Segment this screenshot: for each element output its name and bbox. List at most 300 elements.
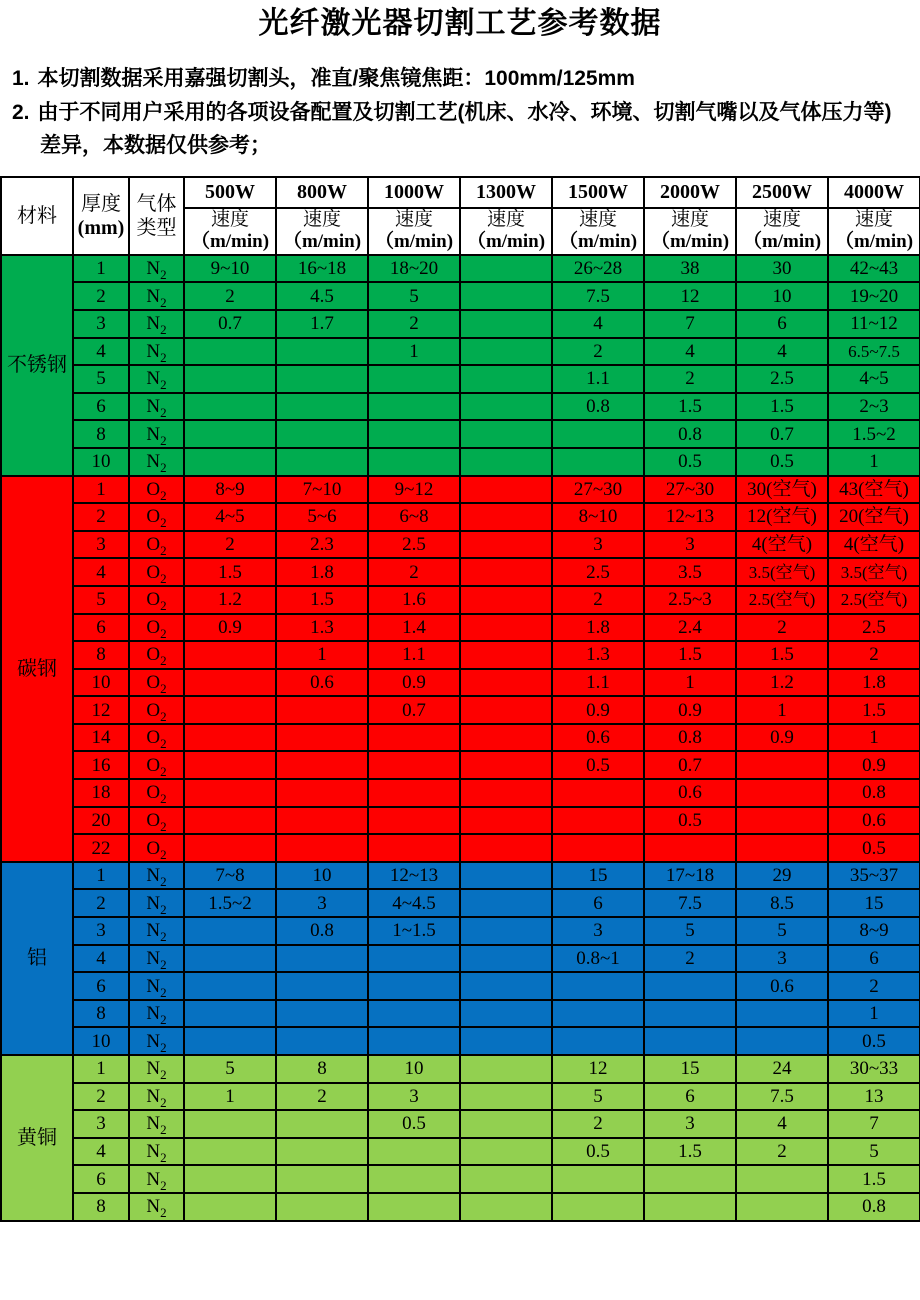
gas-cell: $N_2$: [129, 1110, 184, 1138]
gas-cell: $N_2$: [129, 945, 184, 973]
thickness-cell: 2: [73, 282, 129, 310]
speed-cell: 0.8: [828, 1193, 920, 1221]
gas-cell: $N_2$: [129, 310, 184, 338]
speed-cell: 10: [368, 1055, 460, 1083]
speed-cell: [184, 1165, 276, 1193]
speed-cell: 6: [828, 945, 920, 973]
gas-cell: $N_2$: [129, 1165, 184, 1193]
speed-cell: 0.9: [552, 696, 644, 724]
speed-cell: 6~8: [368, 503, 460, 531]
header-speed-label: 速度: [670, 209, 709, 231]
speed-cell: [460, 531, 552, 559]
speed-cell: [460, 834, 552, 862]
speed-cell: [736, 807, 828, 835]
speed-cell: 0.5: [644, 448, 736, 476]
speed-cell: 0.9: [644, 696, 736, 724]
speed-cell: 3: [368, 1083, 460, 1111]
speed-cell: 7~8: [184, 862, 276, 890]
speed-cell: 1: [368, 338, 460, 366]
table-row: [1, 1083, 920, 1111]
header-speed-label: 速度: [486, 209, 525, 231]
thickness-cell: 10: [73, 448, 129, 476]
gas-cell: $O_2$: [129, 696, 184, 724]
header-speed: [184, 208, 276, 255]
speed-cell: 2.5: [368, 531, 460, 559]
speed-cell: [368, 1138, 460, 1166]
header-speed-label: 速度: [210, 209, 249, 231]
table-row: [1, 696, 920, 724]
speed-cell: 1.1: [552, 669, 644, 697]
table-row: [1, 751, 920, 779]
header-power: 1300W: [460, 177, 552, 208]
speed-cell: 1.2: [184, 586, 276, 614]
speed-cell: 43(空气): [828, 476, 920, 504]
material-label: 黄铜: [1, 1055, 73, 1221]
thickness-cell: 5: [73, 365, 129, 393]
speed-cell: 1: [184, 1083, 276, 1111]
table-body: [1, 255, 920, 1221]
speed-cell: 30~33: [828, 1055, 920, 1083]
gas-cell: $O_2$: [129, 531, 184, 559]
thickness-cell: 5: [73, 586, 129, 614]
speed-cell: 2: [184, 282, 276, 310]
speed-cell: 6: [552, 889, 644, 917]
speed-cell: 0.5: [368, 1110, 460, 1138]
speed-cell: 24: [736, 1055, 828, 1083]
speed-cell: 0.7: [644, 751, 736, 779]
speed-cell: 1: [828, 1000, 920, 1028]
header-speed-unit: （m/min): [190, 231, 270, 253]
header-power: 2500W: [736, 177, 828, 208]
speed-cell: 2: [552, 338, 644, 366]
speed-cell: [460, 641, 552, 669]
thickness-cell: 14: [73, 724, 129, 752]
speed-cell: 0.9: [368, 669, 460, 697]
table-row: [1, 310, 920, 338]
speed-cell: [276, 696, 368, 724]
speed-cell: 2: [276, 1083, 368, 1111]
speed-cell: 0.9: [736, 724, 828, 752]
speed-cell: [460, 310, 552, 338]
speed-cell: [276, 779, 368, 807]
thickness-cell: 1: [73, 476, 129, 504]
speed-cell: 6: [736, 310, 828, 338]
speed-cell: [644, 1000, 736, 1028]
speed-cell: 0.6: [552, 724, 644, 752]
speed-cell: 17~18: [644, 862, 736, 890]
speed-cell: 3: [276, 889, 368, 917]
note-2: [12, 96, 910, 163]
speed-cell: [184, 807, 276, 835]
header-power: 2000W: [644, 177, 736, 208]
speed-cell: [276, 834, 368, 862]
thickness-cell: 1: [73, 1055, 129, 1083]
header-speed: [368, 208, 460, 255]
speed-cell: 0.9: [828, 751, 920, 779]
speed-cell: 1.5~2: [184, 889, 276, 917]
speed-cell: [460, 972, 552, 1000]
gas-cell: $O_2$: [129, 476, 184, 504]
speed-cell: [368, 1000, 460, 1028]
table-row: [1, 945, 920, 973]
speed-cell: 2.5: [828, 614, 920, 642]
speed-cell: 1.5~2: [828, 420, 920, 448]
speed-cell: 27~30: [552, 476, 644, 504]
speed-cell: 1.5: [828, 1165, 920, 1193]
speed-cell: [460, 1027, 552, 1055]
speed-cell: 2: [828, 641, 920, 669]
header-gas-line2: 类型: [136, 216, 177, 239]
speed-cell: [368, 751, 460, 779]
thickness-cell: 22: [73, 834, 129, 862]
speed-cell: [276, 1193, 368, 1221]
material-label: 碳钢: [1, 476, 73, 862]
speed-cell: 8.5: [736, 889, 828, 917]
table-row: [1, 282, 920, 310]
speed-cell: [276, 751, 368, 779]
speed-cell: 1.5: [644, 393, 736, 421]
speed-cell: 29: [736, 862, 828, 890]
speed-cell: [368, 1165, 460, 1193]
speed-cell: [184, 834, 276, 862]
speed-cell: [552, 834, 644, 862]
header-speed-unit: （m/min): [466, 231, 546, 253]
speed-cell: 5~6: [276, 503, 368, 531]
speed-cell: 0.7: [368, 696, 460, 724]
speed-cell: [460, 696, 552, 724]
thickness-cell: 8: [73, 641, 129, 669]
header-speed-unit: （m/min): [374, 231, 454, 253]
gas-cell: $N_2$: [129, 1027, 184, 1055]
speed-cell: [368, 972, 460, 1000]
speed-cell: 3: [552, 531, 644, 559]
thickness-cell: 18: [73, 779, 129, 807]
speed-cell: [368, 834, 460, 862]
thickness-cell: 1: [73, 862, 129, 890]
table-row: [1, 641, 920, 669]
speed-cell: 1: [736, 696, 828, 724]
gas-cell: $N_2$: [129, 448, 184, 476]
speed-cell: 1.5: [276, 586, 368, 614]
gas-cell: $O_2$: [129, 751, 184, 779]
speed-cell: [644, 834, 736, 862]
gas-cell: $N_2$: [129, 393, 184, 421]
speed-cell: 2.5: [552, 558, 644, 586]
speed-cell: 0.5: [552, 1138, 644, 1166]
speed-cell: [276, 393, 368, 421]
speed-cell: 1.7: [276, 310, 368, 338]
speed-cell: [276, 807, 368, 835]
speed-cell: 0.8: [552, 393, 644, 421]
speed-cell: 2: [644, 945, 736, 973]
speed-cell: [184, 420, 276, 448]
speed-cell: 0.9: [184, 614, 276, 642]
header-power: 800W: [276, 177, 368, 208]
speed-cell: 1.6: [368, 586, 460, 614]
speed-cell: [460, 393, 552, 421]
gas-cell: $N_2$: [129, 282, 184, 310]
speed-cell: [184, 365, 276, 393]
table-row: [1, 393, 920, 421]
speed-cell: [460, 862, 552, 890]
thickness-cell: 6: [73, 393, 129, 421]
speed-cell: [184, 779, 276, 807]
table-row: [1, 834, 920, 862]
speed-cell: 0.6: [736, 972, 828, 1000]
gas-cell: $N_2$: [129, 1000, 184, 1028]
speed-cell: 2: [828, 972, 920, 1000]
speed-cell: [368, 724, 460, 752]
speed-cell: 12~13: [368, 862, 460, 890]
speed-cell: [736, 779, 828, 807]
table-row: [1, 1193, 920, 1221]
speed-cell: 0.8: [828, 779, 920, 807]
speed-cell: 7.5: [644, 889, 736, 917]
speed-cell: [184, 917, 276, 945]
speed-cell: [276, 1000, 368, 1028]
thickness-cell: 2: [73, 1083, 129, 1111]
speed-cell: 0.8~1: [552, 945, 644, 973]
speed-cell: 16~18: [276, 255, 368, 283]
speed-cell: 13: [828, 1083, 920, 1111]
speed-cell: 5: [552, 1083, 644, 1111]
speed-cell: 1.1: [552, 365, 644, 393]
speed-cell: 2.4: [644, 614, 736, 642]
gas-cell: $N_2$: [129, 255, 184, 283]
speed-cell: 6: [644, 1083, 736, 1111]
speed-cell: [460, 1083, 552, 1111]
speed-cell: 4~5: [184, 503, 276, 531]
speed-cell: [368, 807, 460, 835]
speed-cell: 42~43: [828, 255, 920, 283]
speed-cell: [736, 1027, 828, 1055]
thickness-cell: 4: [73, 558, 129, 586]
speed-cell: 2: [552, 586, 644, 614]
speed-cell: [460, 420, 552, 448]
speed-cell: [460, 669, 552, 697]
speed-cell: [736, 834, 828, 862]
header-power: 1000W: [368, 177, 460, 208]
thickness-cell: 20: [73, 807, 129, 835]
speed-cell: 5: [828, 1138, 920, 1166]
gas-cell: $O_2$: [129, 614, 184, 642]
speed-cell: 1.5: [828, 696, 920, 724]
speed-cell: 27~30: [644, 476, 736, 504]
speed-cell: 1.8: [552, 614, 644, 642]
speed-cell: 0.6: [828, 807, 920, 835]
header-speed-unit: （m/min): [558, 231, 638, 253]
table-row: [1, 1055, 920, 1083]
speed-cell: [552, 779, 644, 807]
speed-cell: 8: [276, 1055, 368, 1083]
speed-cell: 12: [552, 1055, 644, 1083]
thickness-cell: 6: [73, 1165, 129, 1193]
note-1-number: 1.: [12, 67, 30, 90]
speed-cell: [644, 1165, 736, 1193]
table-row: [1, 531, 920, 559]
gas-cell: $O_2$: [129, 558, 184, 586]
header-power: 4000W: [828, 177, 920, 208]
speed-cell: [460, 945, 552, 973]
speed-cell: [368, 393, 460, 421]
gas-cell: $O_2$: [129, 779, 184, 807]
material-label: 不锈钢: [1, 255, 73, 476]
speed-cell: [460, 807, 552, 835]
speed-cell: 3: [736, 945, 828, 973]
speed-cell: 1.3: [276, 614, 368, 642]
speed-cell: [460, 255, 552, 283]
speed-cell: 1: [276, 641, 368, 669]
speed-cell: [184, 972, 276, 1000]
notes-block: [12, 62, 910, 163]
speed-cell: [460, 476, 552, 504]
gas-cell: $O_2$: [129, 807, 184, 835]
speed-cell: 0.6: [644, 779, 736, 807]
thickness-cell: 6: [73, 972, 129, 1000]
header-speed-unit: （m/min): [834, 231, 914, 253]
speed-cell: [736, 1000, 828, 1028]
speed-cell: [552, 972, 644, 1000]
power-header-row: [1, 177, 920, 208]
speed-cell: 10: [276, 862, 368, 890]
speed-cell: 7.5: [736, 1083, 828, 1111]
header-speed-label: 速度: [302, 209, 341, 231]
table-row: [1, 724, 920, 752]
note-1-text: 本切割数据采用嘉强切割头，准直/聚焦镜焦距：100mm/125mm: [37, 67, 635, 90]
thickness-cell: 3: [73, 917, 129, 945]
table-row: [1, 669, 920, 697]
speed-cell: [644, 1193, 736, 1221]
speed-cell: [276, 448, 368, 476]
speed-cell: [460, 1110, 552, 1138]
speed-cell: 0.7: [736, 420, 828, 448]
speed-cell: 8~9: [828, 917, 920, 945]
speed-cell: [276, 724, 368, 752]
speed-cell: 4(空气): [736, 531, 828, 559]
thickness-cell: 2: [73, 503, 129, 531]
speed-cell: [184, 448, 276, 476]
gas-cell: $N_2$: [129, 1138, 184, 1166]
speed-cell: 3: [552, 917, 644, 945]
speed-cell: [368, 365, 460, 393]
gas-cell: $N_2$: [129, 1055, 184, 1083]
speed-cell: 9~10: [184, 255, 276, 283]
speed-cell: 1: [828, 448, 920, 476]
speed-cell: 2: [736, 1138, 828, 1166]
speed-cell: [460, 779, 552, 807]
speed-cell: [184, 393, 276, 421]
speed-cell: 3.5: [644, 558, 736, 586]
speed-cell: [368, 945, 460, 973]
table-row: [1, 917, 920, 945]
page-title: 光纤激光器切割工艺参考数据: [258, 7, 662, 40]
table-row: [1, 1027, 920, 1055]
speed-cell: 3: [644, 531, 736, 559]
speed-cell: 3.5(空气): [736, 558, 828, 586]
speed-cell: [460, 1000, 552, 1028]
speed-cell: 20(空气): [828, 503, 920, 531]
speed-cell: 1.5: [736, 641, 828, 669]
speed-cell: 5: [184, 1055, 276, 1083]
thickness-cell: 10: [73, 669, 129, 697]
speed-cell: [736, 1165, 828, 1193]
speed-cell: [644, 1027, 736, 1055]
speed-cell: [460, 1138, 552, 1166]
speed-cell: [184, 641, 276, 669]
speed-cell: 8~10: [552, 503, 644, 531]
thickness-cell: 4: [73, 1138, 129, 1166]
speed-cell: [460, 751, 552, 779]
speed-cell: 4.5: [276, 282, 368, 310]
header-speed-label: 速度: [762, 209, 801, 231]
speed-cell: 1.1: [368, 641, 460, 669]
header-material: 材料: [1, 177, 73, 255]
speed-cell: 1.8: [276, 558, 368, 586]
table-row: [1, 1000, 920, 1028]
speed-cell: 0.5: [828, 834, 920, 862]
speed-cell: 3: [644, 1110, 736, 1138]
thickness-cell: 12: [73, 696, 129, 724]
speed-cell: [460, 558, 552, 586]
speed-cell: [184, 669, 276, 697]
header-speed: [736, 208, 828, 255]
speed-cell: [184, 1138, 276, 1166]
speed-cell: 0.8: [644, 420, 736, 448]
speed-cell: 1: [828, 724, 920, 752]
speed-cell: 2: [552, 1110, 644, 1138]
header-power: 500W: [184, 177, 276, 208]
gas-cell: $N_2$: [129, 889, 184, 917]
speed-cell: 2.5(空气): [736, 586, 828, 614]
table-row: [1, 1138, 920, 1166]
speed-cell: 1.5: [184, 558, 276, 586]
speed-cell: [276, 365, 368, 393]
header-speed-label: 速度: [394, 209, 433, 231]
speed-cell: 0.8: [644, 724, 736, 752]
table-row: [1, 972, 920, 1000]
speed-cell: [276, 972, 368, 1000]
gas-cell: $N_2$: [129, 420, 184, 448]
speed-cell: 15: [828, 889, 920, 917]
speed-cell: 0.5: [736, 448, 828, 476]
speed-cell: 2~3: [828, 393, 920, 421]
thickness-cell: 8: [73, 420, 129, 448]
material-label: 铝: [1, 862, 73, 1055]
speed-cell: 2.5(空气): [828, 586, 920, 614]
gas-cell: $O_2$: [129, 724, 184, 752]
speed-cell: 2: [184, 531, 276, 559]
speed-cell: [460, 282, 552, 310]
speed-cell: 4~4.5: [368, 889, 460, 917]
speed-cell: 6.5~7.5: [828, 338, 920, 366]
speed-cell: 30: [736, 255, 828, 283]
speed-cell: [460, 614, 552, 642]
thickness-cell: 4: [73, 338, 129, 366]
gas-cell: $O_2$: [129, 669, 184, 697]
speed-cell: 5: [368, 282, 460, 310]
speed-cell: [184, 1027, 276, 1055]
speed-cell: 2: [736, 614, 828, 642]
speed-cell: [460, 1193, 552, 1221]
speed-cell: 0.5: [828, 1027, 920, 1055]
table-row: [1, 807, 920, 835]
table-row: [1, 420, 920, 448]
table-row: [1, 558, 920, 586]
speed-cell: 15: [644, 1055, 736, 1083]
speed-cell: [460, 338, 552, 366]
speed-cell: 4: [552, 310, 644, 338]
speed-cell: [184, 724, 276, 752]
